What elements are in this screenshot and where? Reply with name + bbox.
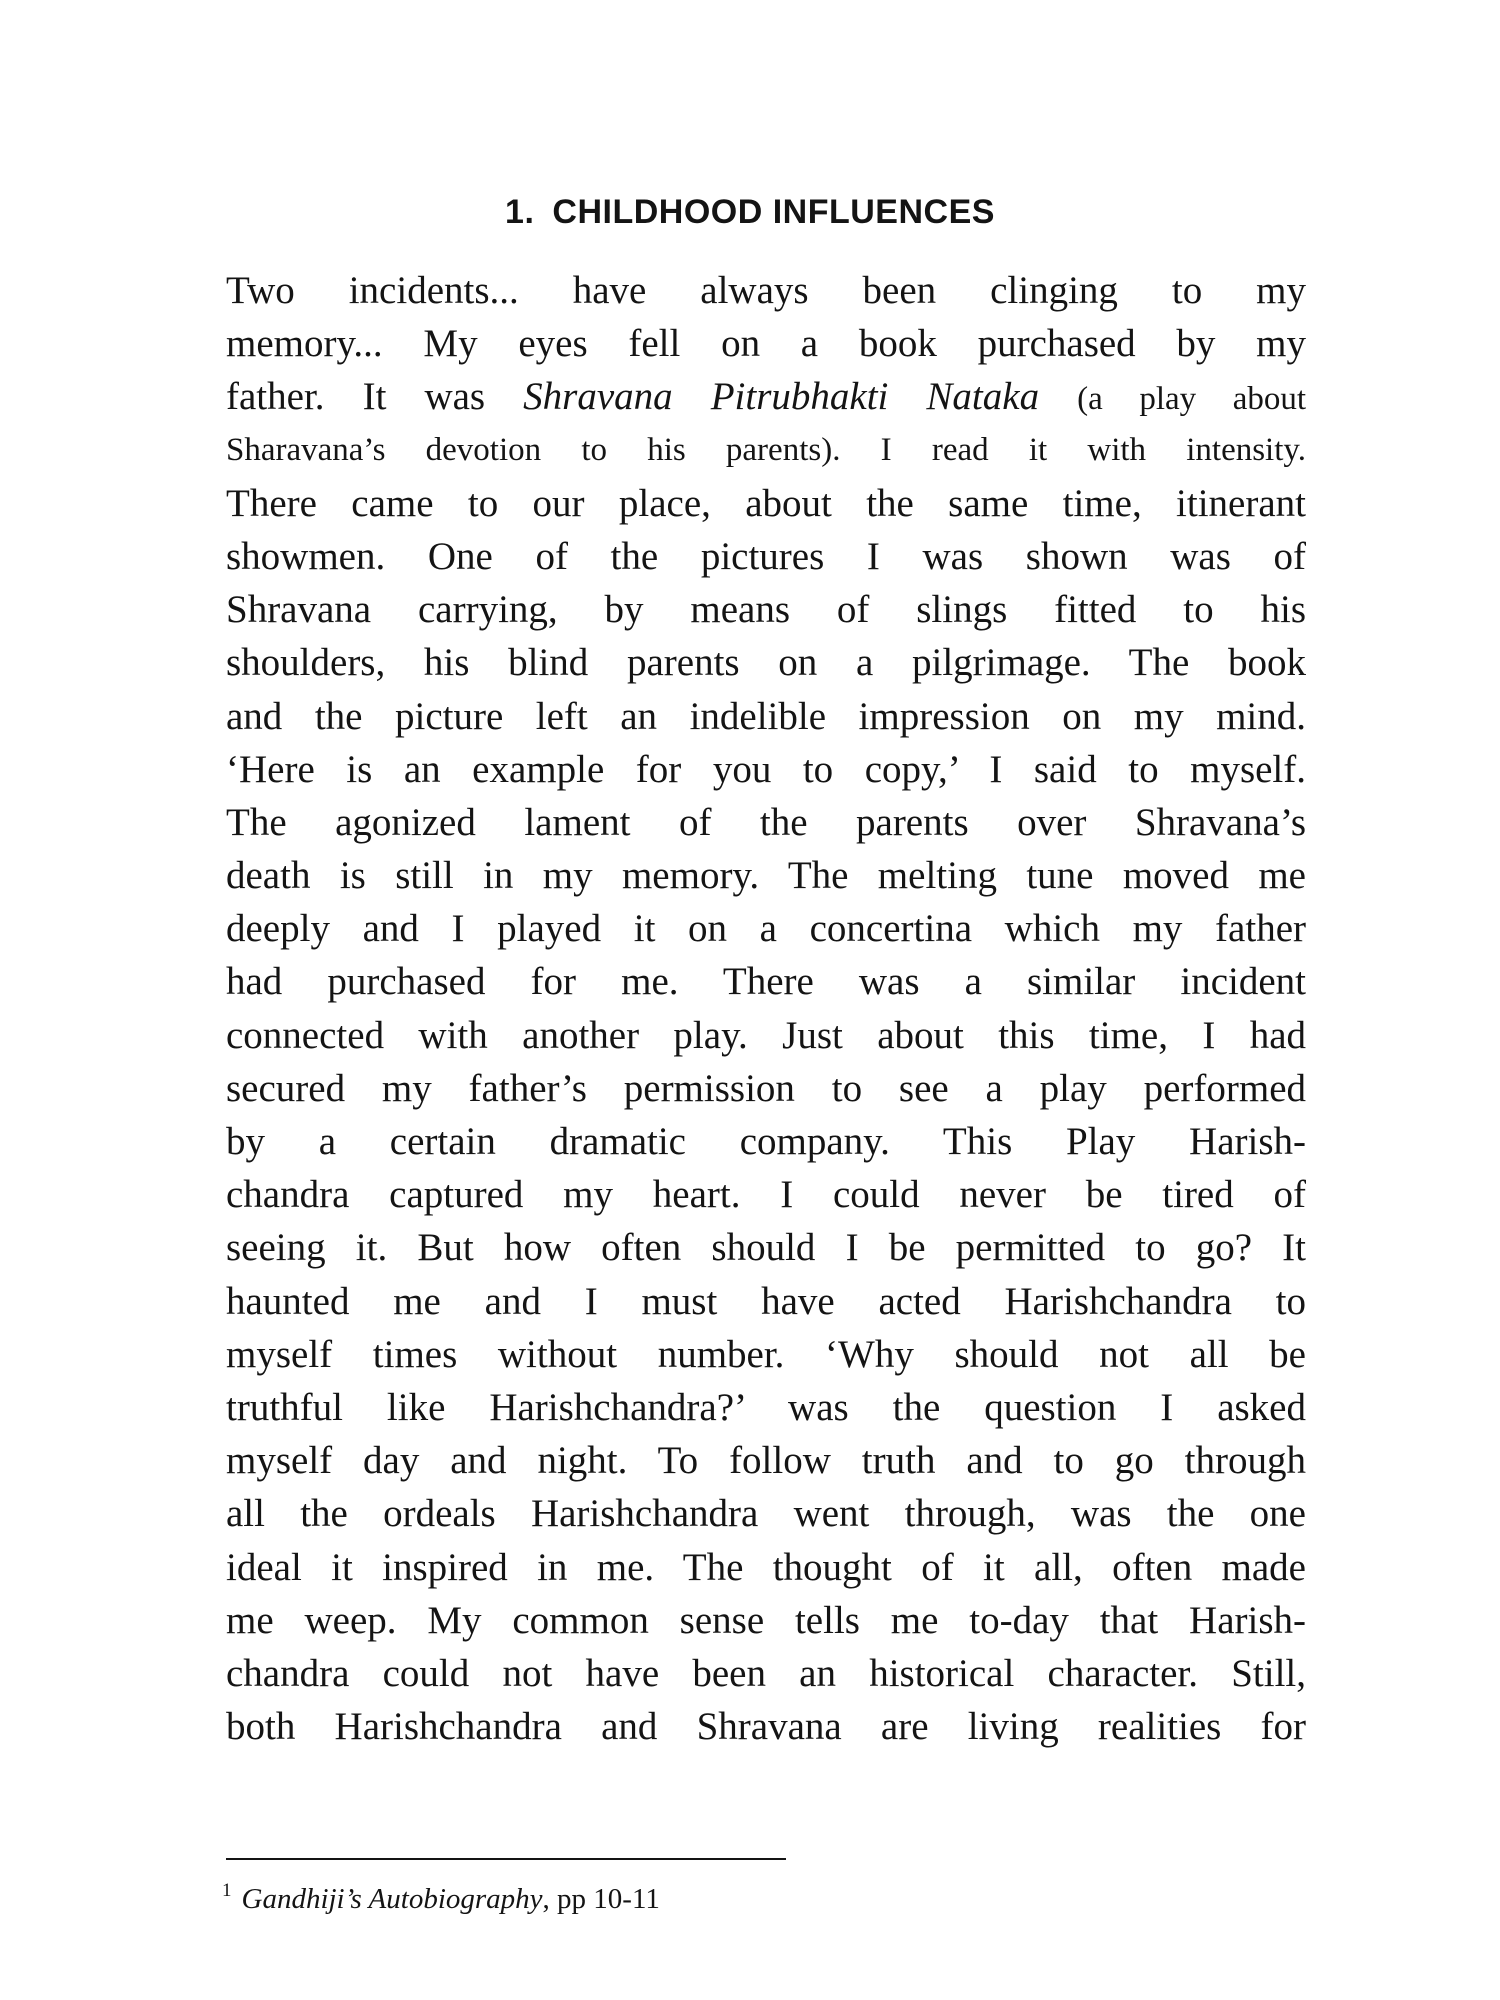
- book-title: Shravana Pitrubhakti Nataka: [523, 375, 1040, 419]
- body-paragraph: [226, 264, 1306, 1753]
- text-line: myself times without number. ‘Why should not all be: [226, 1332, 1306, 1376]
- text-line: secured my father’s permission to see a play performed: [226, 1066, 1306, 1110]
- text-line: truthful like Harishchandra?’ was the question I asked: [226, 1385, 1306, 1429]
- footnote: [222, 1880, 660, 1916]
- text-line: chandra captured my heart. I could never be tired of: [226, 1173, 1306, 1217]
- text-line: connected with another play. Just about this time, I had: [226, 1013, 1306, 1057]
- text-line: seeing it. But how often should I be permitted to go? It: [226, 1226, 1306, 1270]
- text-line: Two incidents... have always been clinging to my: [226, 269, 1306, 312]
- text-line: Sharavana’s devotion to his parents). I read it with intensity.: [226, 431, 1306, 468]
- text-line: had purchased for me. There was a similar incident: [226, 960, 1306, 1004]
- text-fragment: (a play about: [1077, 381, 1307, 418]
- text-line: There came to our place, about the same time, itinerant: [226, 481, 1306, 525]
- text-line: [226, 370, 1306, 423]
- text-line: myself day and night. To follow truth and to go through: [226, 1439, 1306, 1483]
- footnote-marker: 1: [222, 1880, 232, 1901]
- text-line: both Harishchandra and Shravana are living realities for: [226, 1705, 1306, 1749]
- chapter-number: 1.: [505, 193, 535, 231]
- text-line: showmen. One of the pictures I was shown was of: [226, 534, 1306, 578]
- text-line: memory... My eyes fell on a book purchased by my: [226, 322, 1306, 366]
- text-line: death is still in my memory. The melting tune moved me: [226, 854, 1306, 898]
- chapter-title-text: CHILDHOOD INFLUENCES: [552, 193, 995, 231]
- text-line: all the ordeals Harishchandra went through, was the one: [226, 1492, 1306, 1536]
- text-line: Shravana carrying, by means of slings fitted to his: [226, 588, 1306, 632]
- text-line: The agonized lament of the parents over Shravana’s: [226, 800, 1306, 844]
- text-line: ideal it inspired in me. The thought of it all, often made: [226, 1545, 1306, 1589]
- text-line: ‘Here is an example for you to copy,’ I said to myself.: [226, 747, 1306, 791]
- text-fragment: father. It was: [226, 375, 486, 419]
- chapter-title: [0, 193, 1500, 232]
- text-line: shoulders, his blind parents on a pilgrimage. The book: [226, 641, 1306, 685]
- footnote-source-title: Gandhiji’s Autobiography: [241, 1883, 543, 1915]
- text-line: chandra could not have been an historical character. Still,: [226, 1651, 1306, 1695]
- text-line: deeply and I played it on a concertina which my father: [226, 907, 1306, 951]
- text-line: and the picture left an indelible impression on my mind.: [226, 694, 1306, 738]
- text-line: haunted me and I must have acted Harishchandra to: [226, 1279, 1306, 1323]
- text-line: me weep. My common sense tells me to-day that Harish-: [226, 1598, 1306, 1642]
- footnote-pages: , pp 10-11: [542, 1883, 660, 1915]
- footnote-divider: [226, 1858, 786, 1860]
- text-line: by a certain dramatic company. This Play Harish-: [226, 1120, 1306, 1163]
